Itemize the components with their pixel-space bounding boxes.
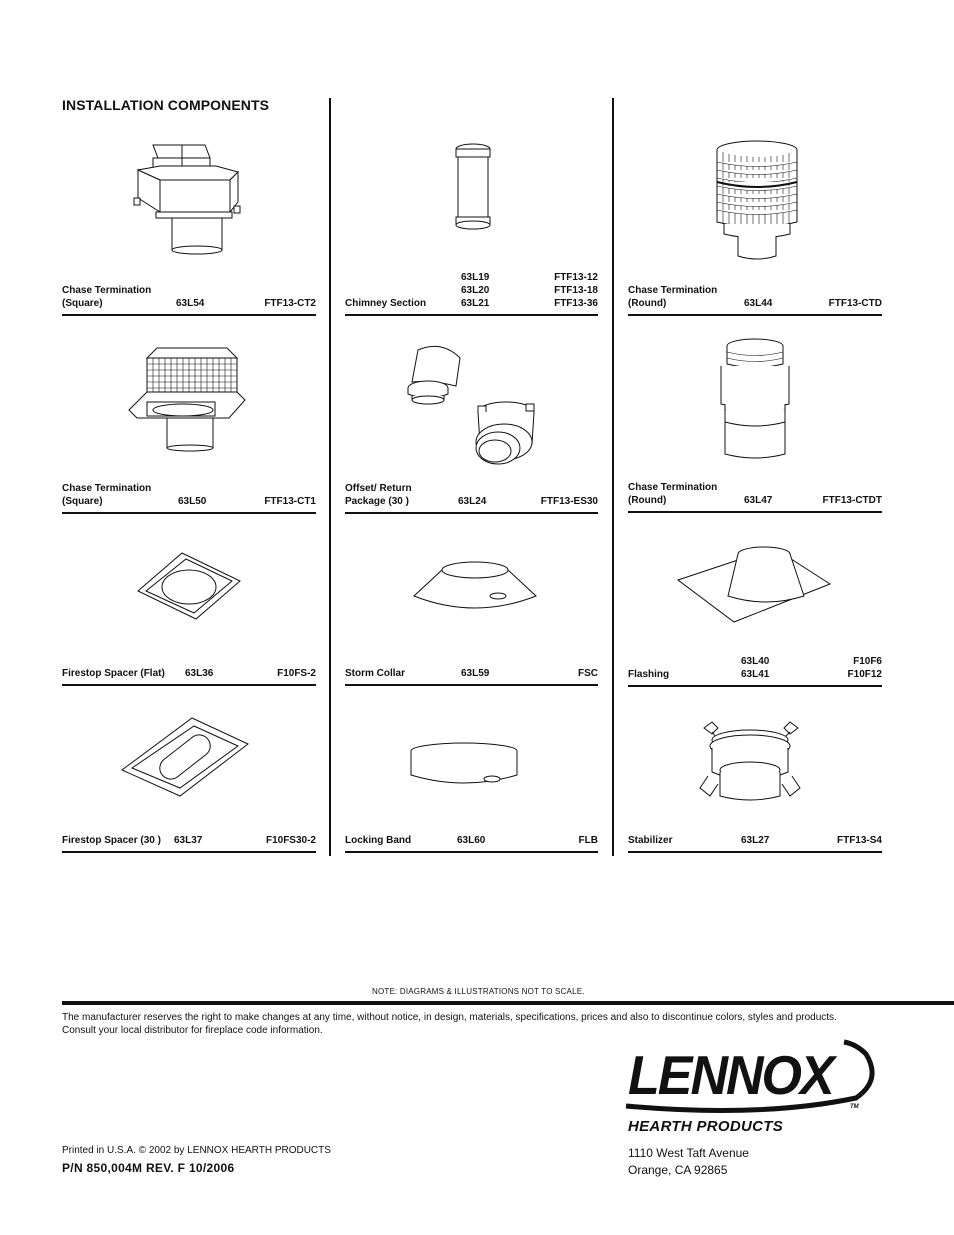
scale-note: NOTE: DIAGRAMS & ILLUSTRATIONS NOT TO SCALE.: [372, 987, 585, 996]
logo-swoosh-icon: [620, 1040, 882, 1116]
column-divider-1: [329, 98, 331, 856]
component-chase-termination-square-ct2: Chase Termination (Square) 63L54 FTF13-CT2: [62, 266, 316, 316]
chase-termination-square-louvered-illustration: [125, 346, 250, 452]
chimney-section-illustration: [450, 143, 496, 231]
lennox-logo: LENNOX: [628, 1045, 833, 1107]
storm-collar-illustration: [410, 558, 540, 612]
part-number: P/N 850,004M REV. F 10/2006: [62, 1161, 235, 1175]
trademark-mark: TM: [850, 1104, 859, 1110]
section-title: INSTALLATION COMPONENTS: [62, 97, 270, 113]
hearth-products-tagline: HEARTH PRODUCTS: [628, 1118, 784, 1135]
locking-band-illustration: [408, 741, 520, 793]
chase-termination-square-illustration: [130, 140, 245, 258]
address-line-1: 1110 West Taft Avenue: [628, 1146, 749, 1160]
company-address: [628, 1145, 749, 1179]
component-locking-band: Locking Band 63L60 FLB: [345, 803, 598, 853]
firestop-spacer-30-illustration: [120, 716, 250, 798]
offset-return-package-illustration: [402, 340, 547, 470]
component-firestop-spacer-30: Firestop Spacer (30 ) 63L37 F10FS30-2: [62, 803, 316, 853]
component-offset-return-package: Offset/ Return Package (30 ) 63L24 FTF13-ES30: [345, 464, 598, 514]
component-chimney-section: Chimney Section 63L19 63L20 63L21 FTF13-12 FTF13-18 FTF13-36: [345, 266, 598, 316]
component-firestop-spacer-flat: Firestop Spacer (Flat) 63L36 F10FS-2: [62, 636, 316, 686]
address-line-2: Orange, CA 92865: [628, 1163, 728, 1177]
column-divider-2: [612, 98, 614, 856]
chase-termination-round-tall-illustration: [717, 338, 793, 462]
footer-divider: [62, 1001, 954, 1005]
component-flashing: Flashing 63L40 63L41 F10F6 F10F12: [628, 637, 882, 687]
disclaimer-line-2: Consult your local distributor for fireplace code information.: [62, 1025, 323, 1036]
component-chase-termination-square-ct1: Chase Termination (Square) 63L50 FTF13-CT1: [62, 464, 316, 514]
stabilizer-illustration: [694, 718, 806, 804]
component-chase-termination-round-ctdt: Chase Termination (Round) 63L47 FTF13-CTDT: [628, 463, 882, 513]
disclaimer: [62, 1011, 882, 1037]
printed-notice: Printed in U.S.A. © 2002 by LENNOX HEARTH PRODUCTS: [62, 1145, 331, 1156]
disclaimer-line-1: The manufacturer reserves the right to make changes at any time, without notice, in design, materials, specifications, prices and also to discontinue colors, styles and products.: [62, 1012, 837, 1023]
component-stabilizer: Stabilizer 63L27 FTF13-S4: [628, 803, 882, 853]
flashing-illustration: [676, 544, 832, 624]
component-storm-collar: Storm Collar 63L59 FSC: [345, 636, 598, 686]
chase-termination-round-illustration: [712, 138, 802, 262]
component-chase-termination-round-ctd: Chase Termination (Round) 63L44 FTF13-CTD: [628, 266, 882, 316]
firestop-spacer-flat-illustration: [136, 551, 242, 621]
